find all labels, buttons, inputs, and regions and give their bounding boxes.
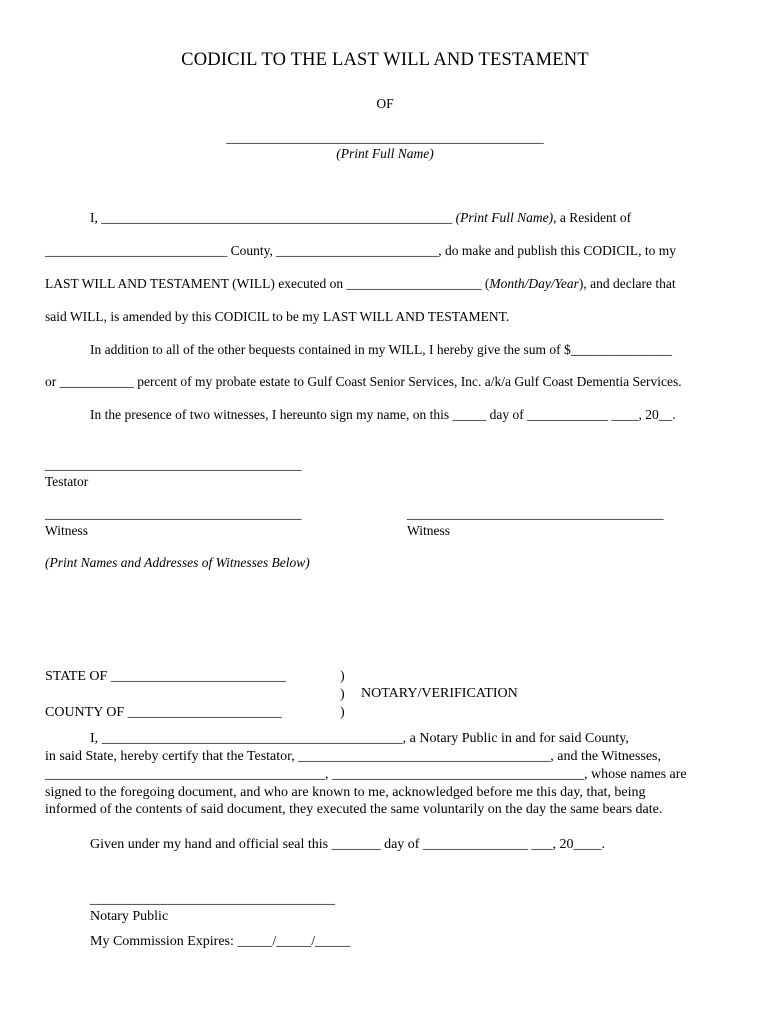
witness1-signature-line[interactable]: ______________________________________: [45, 506, 302, 521]
notary-line4: signed to the foregoing document, and who are known to me, acknowledged before me this day, that, being: [45, 785, 646, 800]
full-name-caption: (Print Full Name): [336, 146, 434, 161]
document-title: CODICIL TO THE LAST WILL AND TESTAMENT: [181, 50, 589, 70]
county-of-field[interactable]: COUNTY OF ______________________: [45, 705, 282, 720]
given-under-hand: Given under my hand and official seal this _______ day of _______________ ___, 20____.: [90, 837, 605, 852]
notary-line1: I, ___________________________________________, a Notary Public in and for said County,: [90, 731, 629, 746]
bequest-line1: In addition to all of the other bequests contained in my WILL, I hereby give the sum of $_______________: [90, 342, 673, 357]
full-name-line[interactable]: _______________________________________________: [226, 130, 544, 145]
declare-text: ), and declare that: [578, 276, 676, 291]
bracket-1: ): [340, 669, 345, 684]
witness2-signature-line[interactable]: ______________________________________: [407, 506, 664, 521]
witness-note: (Print Names and Addresses of Witnesses Below): [45, 555, 310, 570]
para1-line1: [90, 210, 631, 226]
will-date-text: LAST WILL AND TESTAMENT (WILL) executed on ____________________ (: [45, 276, 490, 291]
signing-statement: In the presence of two witnesses, I hereunto sign my name, on this _____ day of ____________ ____, 20__.: [90, 407, 676, 422]
notary-line3: ________________________________________, ____________________________________, whose names are: [45, 767, 687, 782]
notary-line5: informed of the contents of said document, they executed the same voluntarily on the day the same bears date.: [45, 802, 663, 817]
notary-signature-line[interactable]: ___________________________________: [90, 892, 335, 907]
para1-line2: ___________________________ County, ________________________, do make and publish this CODICIL, to my: [45, 243, 676, 258]
resident-of-text: , a Resident of: [553, 210, 632, 225]
state-of-field[interactable]: STATE OF _________________________: [45, 669, 286, 684]
para1-line3: [45, 276, 676, 292]
bracket-2: ): [340, 687, 345, 702]
bequest-line2: or ___________ percent of my probate estate to Gulf Coast Senior Services, Inc. a/k/a Gulf Coast Dementia Services.: [45, 374, 682, 389]
witness1-label: Witness: [45, 523, 88, 538]
testator-label: Testator: [45, 474, 89, 489]
testator-signature-line[interactable]: ______________________________________: [45, 457, 302, 472]
of-label: OF: [376, 96, 394, 111]
para1-line4: said WILL, is amended by this CODICIL to be my LAST WILL AND TESTAMENT.: [45, 309, 510, 324]
commission-expires-field[interactable]: My Commission Expires: _____/_____/_____: [90, 934, 351, 949]
date-format-note: Month/Day/Year: [489, 276, 579, 291]
testator-name-field[interactable]: I, ____________________________________________________: [90, 210, 456, 225]
notary-line2: in said State, hereby certify that the Testator, ____________________________________, and the Witnesses,: [45, 749, 661, 764]
bracket-3: ): [340, 705, 345, 720]
print-full-name-note: (Print Full Name): [455, 210, 554, 225]
notary-heading: NOTARY/VERIFICATION: [361, 686, 518, 701]
witness2-label: Witness: [407, 523, 450, 538]
notary-public-label: Notary Public: [90, 909, 169, 924]
